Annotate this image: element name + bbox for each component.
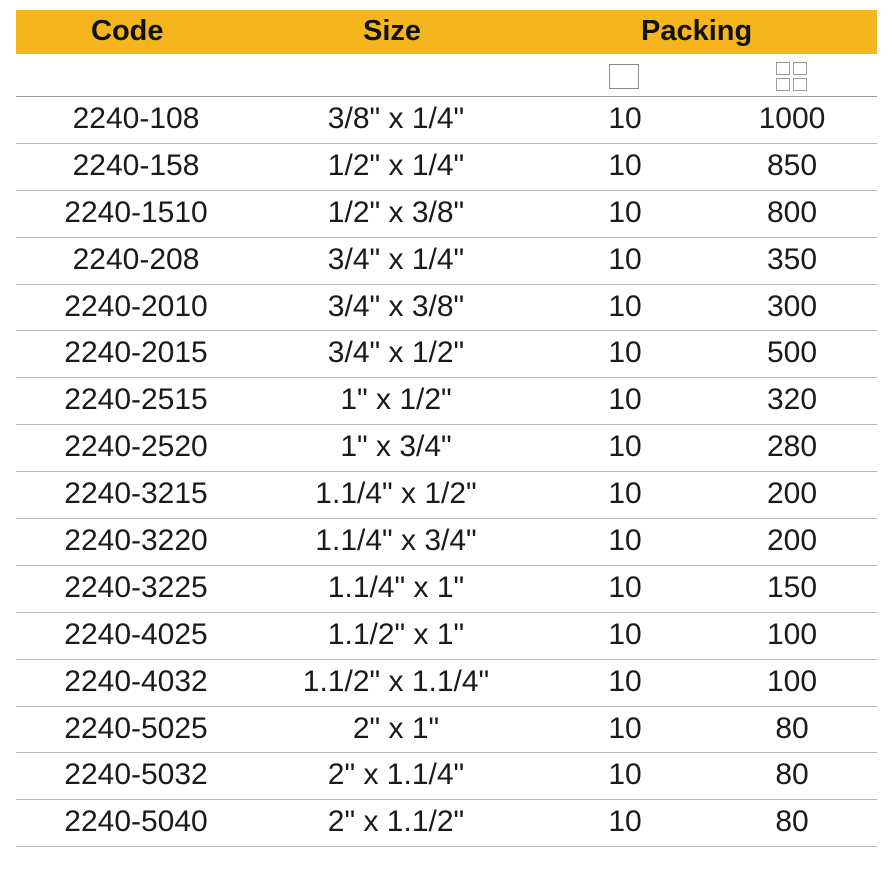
cell-code: 2240-3215	[64, 477, 208, 511]
table-row	[16, 285, 877, 332]
cell-inner-pack: 10	[608, 477, 642, 511]
cell-outer-pack: 500	[766, 336, 818, 370]
cell-size: 1/2" x 3/8"	[327, 195, 465, 229]
cell-outer-pack: 350	[766, 242, 818, 276]
cell-outer-pack: 80	[775, 711, 809, 745]
cell-code: 2240-5032	[64, 758, 208, 792]
cell-outer-pack: 800	[766, 195, 818, 229]
cell-outer-pack: 300	[766, 289, 818, 323]
cell-inner-pack: 10	[608, 242, 642, 276]
table-row	[16, 378, 877, 425]
cell-size: 3/4" x 1/4"	[327, 242, 465, 276]
cell-inner-pack: 10	[608, 524, 642, 558]
table-row	[16, 800, 877, 847]
packing-icons-row	[16, 54, 877, 97]
cell-inner-pack: 10	[608, 711, 642, 745]
table-row	[16, 191, 877, 238]
table-row	[16, 566, 877, 613]
cell-inner-pack: 10	[608, 289, 642, 323]
cell-size: 2" x 1"	[352, 711, 440, 745]
product-table	[16, 10, 877, 839]
column-header-packing: Packing	[641, 15, 753, 47]
cell-size: 1.1/4" x 3/4"	[315, 524, 477, 558]
table-row	[16, 97, 877, 144]
cell-inner-pack: 10	[608, 383, 642, 417]
cell-size: 1.1/2" x 1"	[327, 617, 465, 651]
cell-code: 2240-2010	[64, 289, 208, 323]
cell-outer-pack: 200	[766, 524, 818, 558]
cell-inner-pack: 10	[608, 664, 642, 698]
table-row	[16, 472, 877, 519]
cell-outer-pack: 280	[766, 430, 818, 464]
cell-size: 1.1/4" x 1/2"	[315, 477, 477, 511]
cell-outer-pack: 320	[766, 383, 818, 417]
column-header-size: Size	[363, 15, 422, 47]
cell-outer-pack: 200	[766, 477, 818, 511]
table-body	[16, 97, 877, 847]
table-row	[16, 707, 877, 754]
cell-size: 1.1/2" x 1.1/4"	[302, 664, 490, 698]
single-box-icon	[609, 64, 639, 89]
cell-code: 2240-4025	[64, 617, 208, 651]
cell-size: 1" x 3/4"	[340, 430, 452, 464]
table-row	[16, 660, 877, 707]
cell-inner-pack: 10	[608, 102, 642, 135]
cell-inner-pack: 10	[608, 570, 642, 604]
cell-inner-pack: 10	[608, 758, 642, 792]
cell-code: 2240-2520	[64, 430, 208, 464]
cell-outer-pack: 100	[766, 617, 818, 651]
cell-code: 2240-3225	[64, 570, 208, 604]
cell-code: 2240-2515	[64, 383, 208, 417]
cell-inner-pack: 10	[608, 336, 642, 370]
cell-size: 1" x 1/2"	[340, 383, 452, 417]
cell-size: 3/8" x 1/4"	[327, 102, 465, 135]
cell-code: 2240-208	[72, 242, 200, 276]
cell-code: 2240-5025	[64, 711, 208, 745]
cell-size: 1/2" x 1/4"	[327, 148, 465, 182]
cell-outer-pack: 100	[766, 664, 818, 698]
table-row	[16, 753, 877, 800]
column-header-code: Code	[91, 15, 164, 47]
cell-code: 2240-1510	[64, 195, 208, 229]
cell-code: 2240-4032	[64, 664, 208, 698]
cell-outer-pack: 1000	[758, 102, 826, 135]
four-box-carton-icon	[776, 62, 808, 92]
cell-inner-pack: 10	[608, 148, 642, 182]
table-row	[16, 238, 877, 285]
cell-code: 2240-108	[72, 102, 200, 135]
cell-code: 2240-5040	[64, 805, 208, 839]
cell-inner-pack: 10	[608, 195, 642, 229]
cell-size: 3/4" x 3/8"	[327, 289, 465, 323]
cell-size: 2" x 1.1/2"	[327, 805, 465, 839]
table-row	[16, 613, 877, 660]
cell-inner-pack: 10	[608, 805, 642, 839]
cell-inner-pack: 10	[608, 617, 642, 651]
cell-size: 2" x 1.1/4"	[327, 758, 465, 792]
cell-code: 2240-3220	[64, 524, 208, 558]
table-row	[16, 519, 877, 566]
table-row	[16, 331, 877, 378]
cell-code: 2240-2015	[64, 336, 208, 370]
table-row	[16, 425, 877, 472]
cell-code: 2240-158	[72, 148, 200, 182]
cell-outer-pack: 80	[775, 758, 809, 792]
cell-outer-pack: 150	[766, 570, 818, 604]
cell-outer-pack: 850	[766, 148, 818, 182]
cell-size: 3/4" x 1/2"	[327, 336, 465, 370]
cell-size: 1.1/4" x 1"	[327, 570, 465, 604]
table-row	[16, 144, 877, 191]
cell-outer-pack: 80	[775, 805, 809, 839]
cell-inner-pack: 10	[608, 430, 642, 464]
